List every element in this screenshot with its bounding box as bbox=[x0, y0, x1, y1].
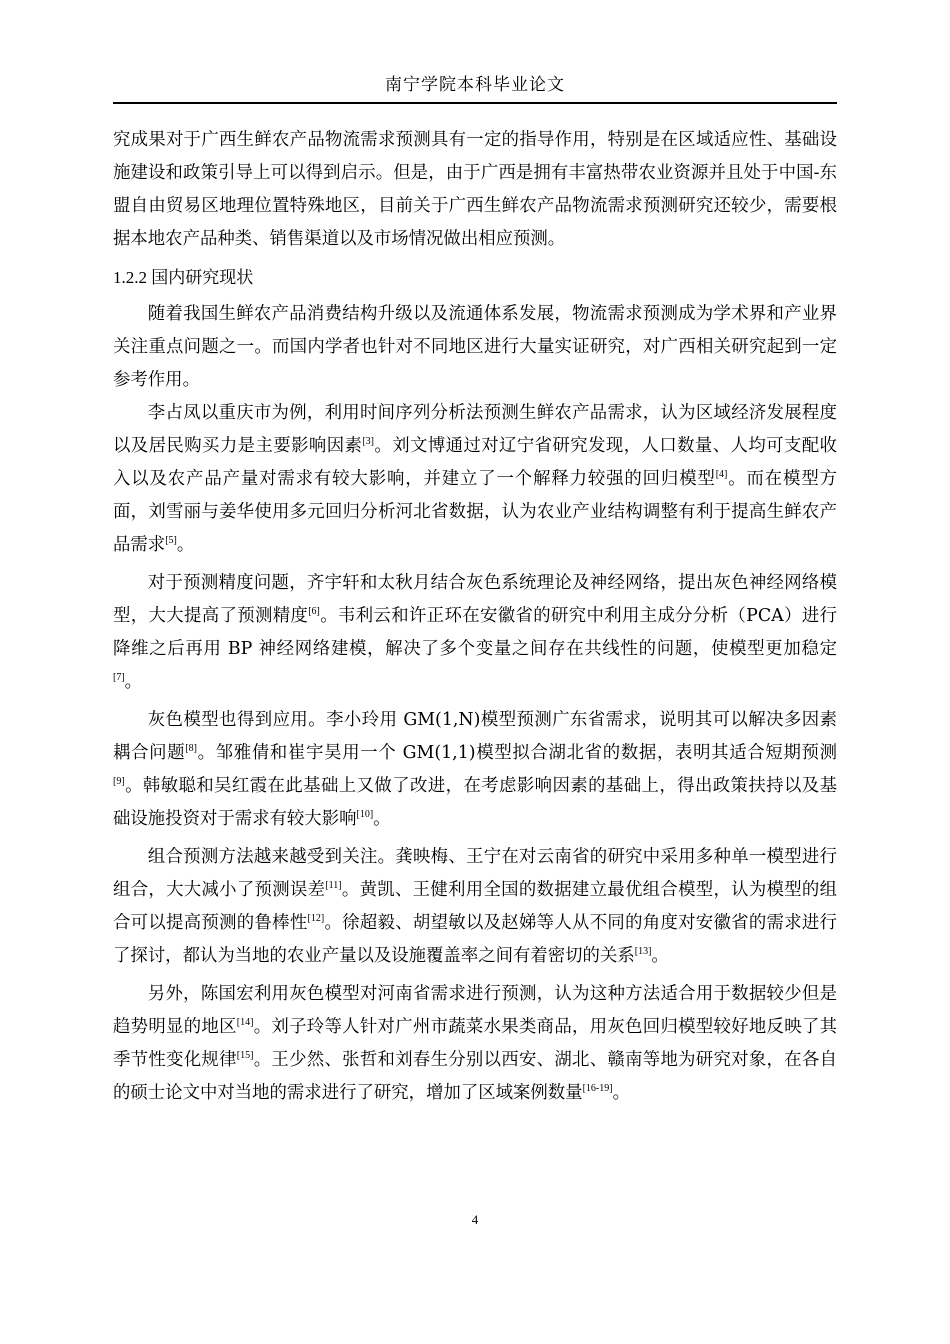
citation: [14] bbox=[236, 1017, 254, 1029]
page-number: 4 bbox=[471, 1212, 479, 1227]
paragraph-grey-model bbox=[113, 704, 837, 836]
text-run: 。刘子玲等人针对广州市蔬菜水果类商品，用灰色回归模型较好地反映了其季节性变化规律 bbox=[113, 1017, 837, 1070]
text-run: 。而在模型方面，刘雪丽与姜华使用多元回归分析河北省数据，认为农业产业结构调整有利于提高生鲜农产品需求 bbox=[113, 469, 837, 555]
citation: [6] bbox=[308, 606, 320, 618]
citation: [4] bbox=[715, 469, 728, 481]
text-run: 。刘文博通过对辽宁省研究发现，人口数量、人均可支配收入以及农产品产量对需求有较大影响，并建立了一个解释力较强的回归模型 bbox=[113, 436, 837, 489]
text-run: 另外，陈国宏利用灰色模型对河南省需求进行预测，认为这种方法适合用于数据较少但是趋势明显的地区 bbox=[113, 984, 837, 1037]
citation: [8] bbox=[185, 743, 197, 755]
citation: [5] bbox=[165, 535, 177, 547]
paragraph-intro: 随着我国生鲜农产品消费结构升级以及流通体系发展，物流需求预测成为学术界和产业界关注重点问题之一。而国内学者也针对不同地区进行大量实证研究，对广西相关研究起到一定参考作用。 bbox=[113, 304, 837, 390]
text-run: 。 bbox=[176, 535, 195, 555]
text-run: 组合预测方法越来越受到关注。龚映梅、王宁在对云南省的研究中采用多种单一模型进行组合，大大减小了预测误差 bbox=[113, 847, 837, 900]
text-run: 。徐超毅、胡望敏以及赵娣等人从不同的角度对安徽省的需求进行了探讨，都认为当地的农业产量以及设施覆盖率之间有着密切的关系 bbox=[113, 913, 837, 966]
citation: [15] bbox=[236, 1050, 254, 1062]
citation: [9] bbox=[113, 776, 125, 788]
text-run: 。黄凯、王健利用全国的数据建立最优组合模型，认为模型的组合可以提高预测的鲁棒性 bbox=[113, 880, 837, 933]
paragraph-continued: 究成果对于广西生鲜农产品物流需求预测具有一定的指导作用，特别是在区域适应性、基础设施建设和政策引导上可以得到启示。但是，由于广西是拥有丰富热带农业资源并且处于中国-东盟自由贸易区地理位置特殊地区，目前关于广西生鲜农产品物流需求预测研究还较少，需要根据本地农产品种类、销售渠道以及市场情况做出相应预测。 bbox=[113, 130, 837, 249]
paragraph-regional-cases bbox=[113, 978, 837, 1110]
body-text bbox=[113, 124, 837, 1110]
text-run: 李占凤以重庆市为例，利用时间序列分析法预测生鲜农产品需求，认为区域经济发展程度以及居民购买力是主要影响因素 bbox=[113, 403, 837, 456]
citation: [7] bbox=[113, 672, 125, 684]
text-run: 。韦利云和许正环在安徽省的研究中利用主成分分析（PCA）进行降维之后再用 BP 神经网络建模，解决了多个变量之间存在共线性的问题，使模型更加稳定 bbox=[113, 606, 837, 659]
citation: [11] bbox=[325, 880, 342, 892]
running-header bbox=[113, 72, 837, 104]
citation: [16-19] bbox=[582, 1083, 613, 1095]
paragraph-combined-forecast bbox=[113, 841, 837, 973]
header-title: 南宁学院本科毕业论文 bbox=[385, 75, 565, 95]
paragraph-regression bbox=[113, 397, 837, 562]
text-run: 。 bbox=[124, 672, 143, 692]
citation: [3] bbox=[362, 436, 374, 448]
citation: [13] bbox=[634, 946, 652, 958]
text-run: 。 bbox=[612, 1083, 630, 1103]
paragraph-neural-network bbox=[113, 567, 837, 699]
text-run: 。邹雅倩和崔宇昊用一个 GM(1,1)模型拟合湖北省的数据，表明其适合短期预测 bbox=[196, 743, 837, 763]
text-run: 对于预测精度问题，齐宇轩和太秋月结合灰色系统理论及神经网络，提出灰色神经网络模型，大大提高了预测精度 bbox=[113, 573, 837, 626]
section-heading: 1.2.2 国内研究现状 bbox=[113, 268, 254, 287]
citation: [12] bbox=[307, 913, 325, 925]
text-run: 。 bbox=[373, 809, 391, 829]
citation: [10] bbox=[356, 809, 374, 821]
text-run: 。韩敏聪和吴红霞在此基础上又做了改进，在考虑影响因素的基础上，得出政策扶持以及基础设施投资对于需求有较大影响 bbox=[113, 776, 837, 829]
text-run: 灰色模型也得到应用。李小玲用 GM(1,N)模型预测广东省需求，说明其可以解决多因素耦合问题 bbox=[113, 710, 837, 763]
text-run: 。王少然、张哲和刘春生分别以西安、湖北、赣南等地为研究对象，在各自的硕士论文中对当地的需求进行了研究，增加了区域案例数量 bbox=[113, 1050, 837, 1103]
text-run: 。 bbox=[651, 946, 669, 966]
